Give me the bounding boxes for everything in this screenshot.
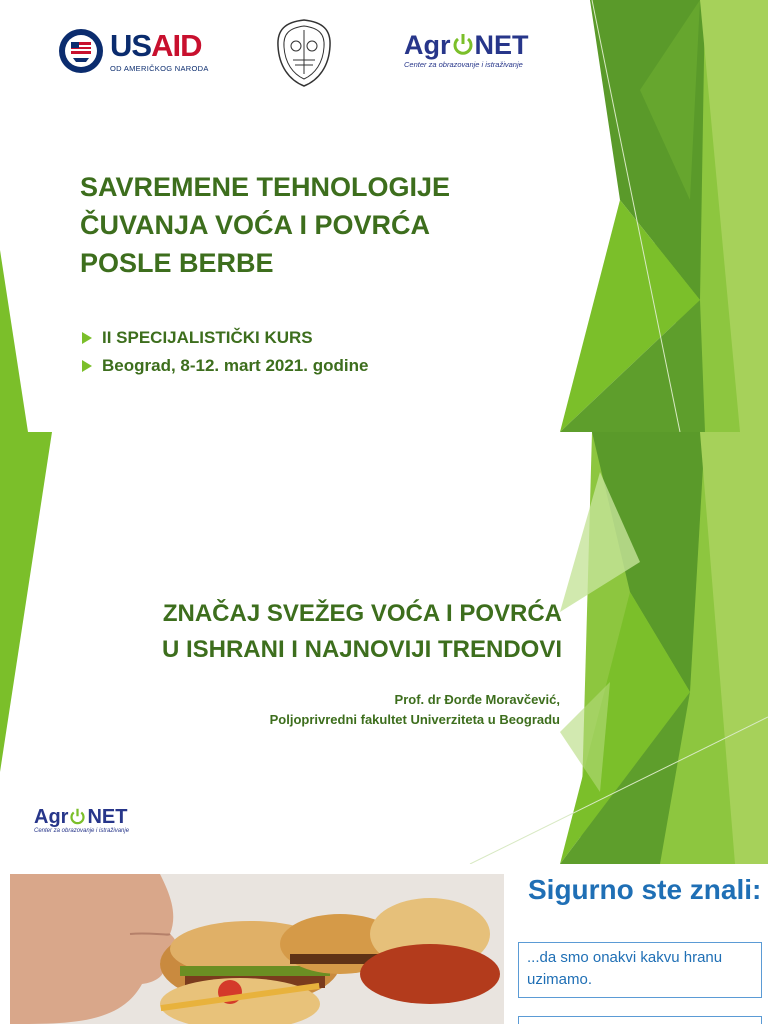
agronet-tagline: Center za obrazovanje i istraživanje [404, 60, 523, 69]
triangle-bullet-icon [82, 360, 92, 372]
university-seal-icon [275, 18, 333, 88]
usaid-logo [58, 28, 209, 74]
power-icon [452, 33, 474, 57]
slide-3 [0, 864, 768, 1024]
usaid-seal-icon [58, 28, 104, 74]
slide-1 [0, 0, 768, 432]
lecture-author: Prof. dr Đorđe Moravčević, Poljoprivredni fakultet Univerziteta u Beogradu [269, 692, 560, 727]
course-bullets [82, 324, 368, 380]
agronet-logo: Agr NET Center za obrazovanje i istraživanje [404, 30, 529, 69]
slide-3-heading: Sigurno ste znali: [528, 874, 762, 905]
agronet-tagline: Center za obrazovanje i istraživanje [34, 828, 130, 834]
fact-box-partial [518, 1016, 762, 1024]
usaid-name: USAID [110, 27, 202, 63]
lecture-title: ZNAČAJ SVEŽEG VOĆA I POVRĆA U ISHRANI I NAJNOVIJI TRENDOVI [161, 600, 562, 663]
slide-2 [0, 432, 768, 864]
fact-box: ...da smo onakvi kakvu hranu uzimamo. [518, 942, 762, 998]
course-title: SAVREMENE TEHNOLOGIJE ČUVANJA VOĆA I POVRĆA POSLE BERBE [80, 172, 451, 278]
usaid-tagline: OD AMERIČKOG NARODA [110, 63, 209, 73]
agronet-logo: Agr NET Center za obrazovanje i istraživanje [34, 806, 130, 834]
triangle-bullet-icon [82, 332, 92, 344]
bullet-item: Beograd, 8-12. mart 2021. godine [82, 352, 368, 380]
power-icon [69, 808, 86, 826]
fast-food-photo [10, 874, 504, 1024]
bullet-item: II SPECIJALISTIČKI KURS [82, 324, 368, 352]
